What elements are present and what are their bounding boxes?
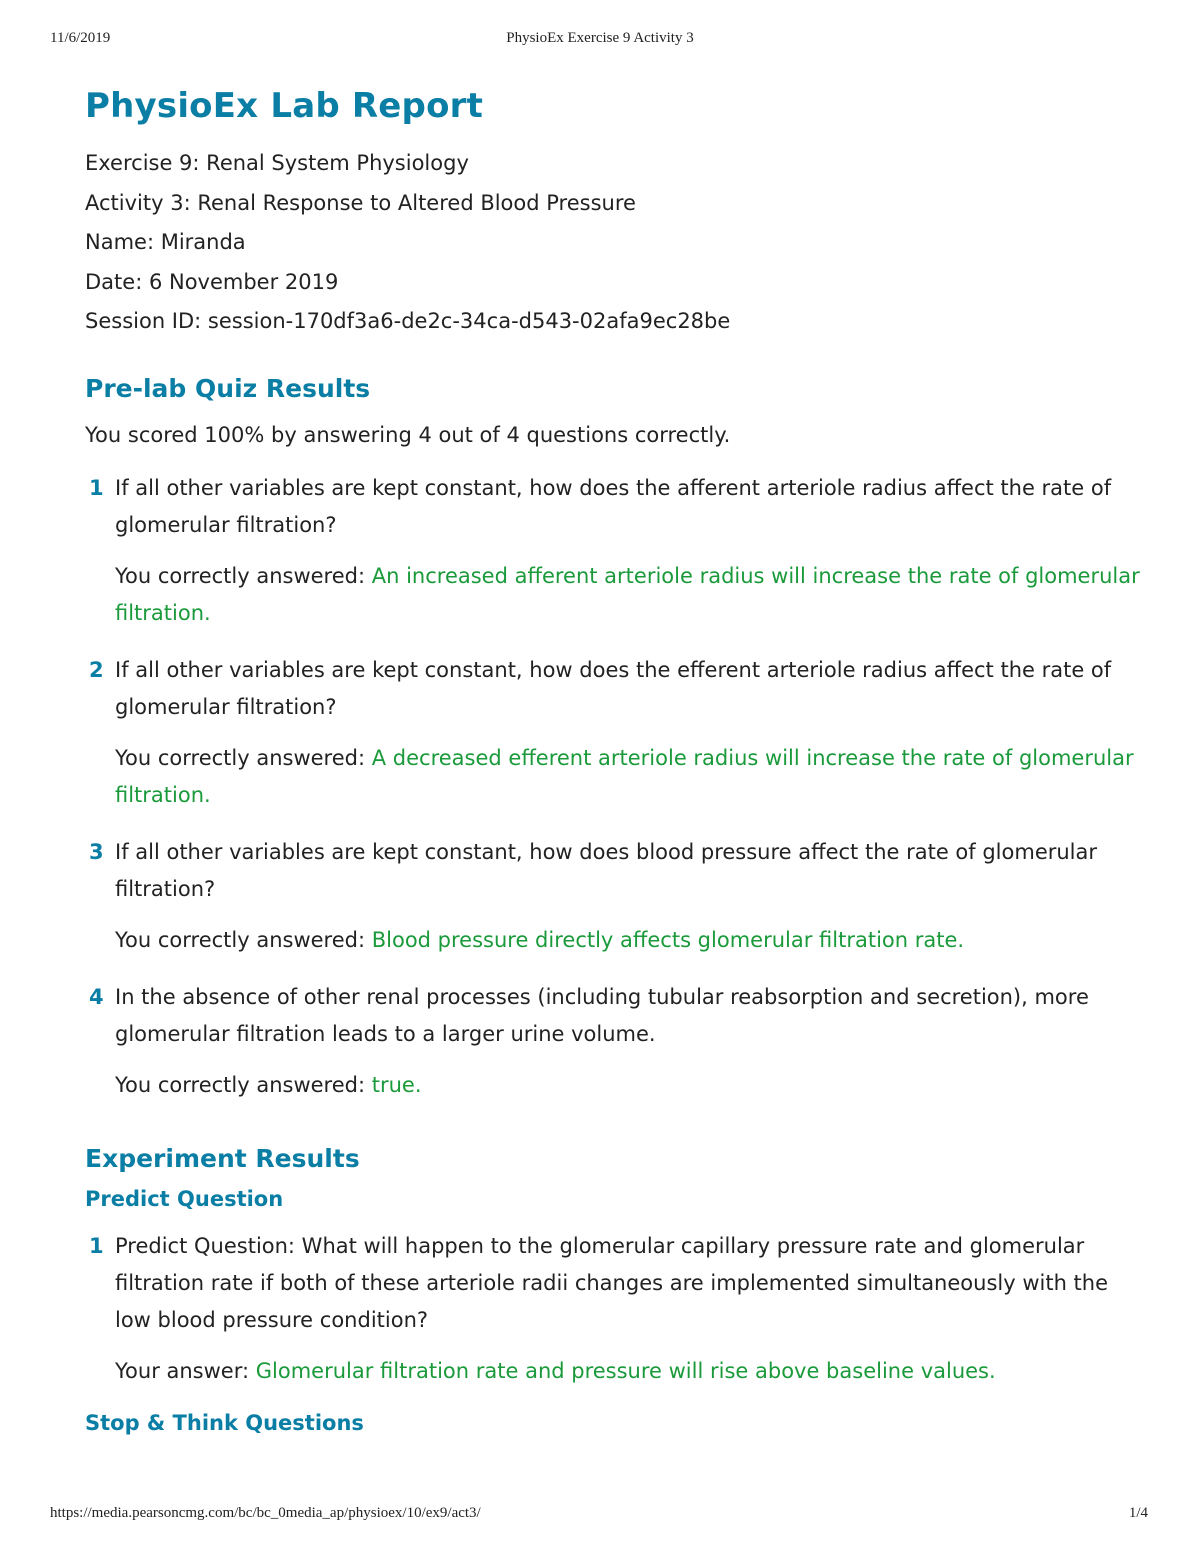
answer-text: A decreased efferent arteriole radius will increase the rate of glomerular filtration. [115, 745, 1134, 807]
answer-prefix: Your answer: [115, 1358, 256, 1383]
prelab-heading: Pre-lab Quiz Results [85, 373, 371, 403]
report-meta [85, 144, 1145, 342]
question-text: In the absence of other renal processes (including tubular reabsorption and secretion), more glomerular filtration leads to a larger urine volume. [115, 984, 1089, 1046]
question-text: If all other variables are kept constant, how does blood pressure affect the rate of glomerular filtration? [115, 839, 1098, 901]
question-answer [115, 558, 1145, 632]
answer-text: Glomerular filtration rate and pressure will rise above baseline values. [255, 1358, 996, 1383]
prelab-question-2 [85, 652, 1145, 814]
question-answer [115, 1353, 1145, 1390]
prelab-question-3 [85, 834, 1145, 959]
date-line: Date: 6 November 2019 [85, 269, 339, 294]
question-answer [115, 922, 1145, 959]
experiment-heading: Experiment Results [85, 1143, 360, 1173]
predict-question-1 [85, 1228, 1145, 1390]
answer-prefix: You correctly answered: [115, 1072, 372, 1097]
print-title: PhysioEx Exercise 9 Activity 3 [506, 30, 694, 46]
exercise-line: Exercise 9: Renal System Physiology [85, 151, 469, 175]
question-text: If all other variables are kept constant, how does the efferent arteriole radius affect the rate of glomerular filtration? [115, 657, 1112, 719]
question-number: 2 [89, 657, 104, 682]
answer-text: Blood pressure directly affects glomerular filtration rate. [371, 927, 965, 952]
answer-prefix: You correctly answered: [115, 563, 372, 588]
print-url: https://media.pearsoncmg.com/bc/bc_0media_ap/physioex/10/ex9/act3/ [50, 1505, 481, 1521]
activity-line: Activity 3: Renal Response to Altered Blood Pressure [85, 190, 636, 215]
print-page-number: 1/4 [1128, 1505, 1148, 1521]
question-answer [115, 1067, 1145, 1104]
prelab-question-4 [85, 979, 1145, 1104]
prelab-question-list [85, 470, 1145, 1104]
question-number: 1 [89, 475, 104, 500]
predict-question-list [85, 1228, 1145, 1390]
stop-think-heading: Stop & Think Questions [85, 1410, 364, 1435]
question-text: Predict Question: What will happen to the glomerular capillary pressure rate and glomerular filtration rate if both of these arteriole radii changes are implemented simultaneously with the low blood pressure condition? [115, 1233, 1109, 1332]
question-number: 3 [89, 839, 104, 864]
answer-prefix: You correctly answered: [115, 745, 372, 770]
answer-text: true. [371, 1072, 422, 1097]
question-number: 1 [89, 1233, 104, 1258]
print-date: 11/6/2019 [50, 30, 111, 46]
question-answer [115, 740, 1145, 814]
prelab-section [85, 372, 1145, 1104]
session-id-line: Session ID: session-170df3a6-de2c-34ca-d543-02afa9ec28be [85, 309, 731, 333]
question-text: If all other variables are kept constant, how does the afferent arteriole radius affect the rate of glomerular filtration? [115, 475, 1112, 537]
name-line: Name: Miranda [85, 230, 246, 254]
report-page [85, 84, 1145, 1438]
answer-prefix: You correctly answered: [115, 927, 372, 952]
question-number: 4 [89, 984, 104, 1009]
answer-text: An increased afferent arteriole radius will increase the rate of glomerular filtration. [115, 563, 1140, 625]
prelab-score: You scored 100% by answering 4 out of 4 questions correctly. [85, 422, 731, 447]
prelab-question-1 [85, 470, 1145, 632]
experiment-section [85, 1142, 1145, 1438]
predict-heading: Predict Question [85, 1186, 284, 1211]
report-title: PhysioEx Lab Report [85, 86, 484, 126]
